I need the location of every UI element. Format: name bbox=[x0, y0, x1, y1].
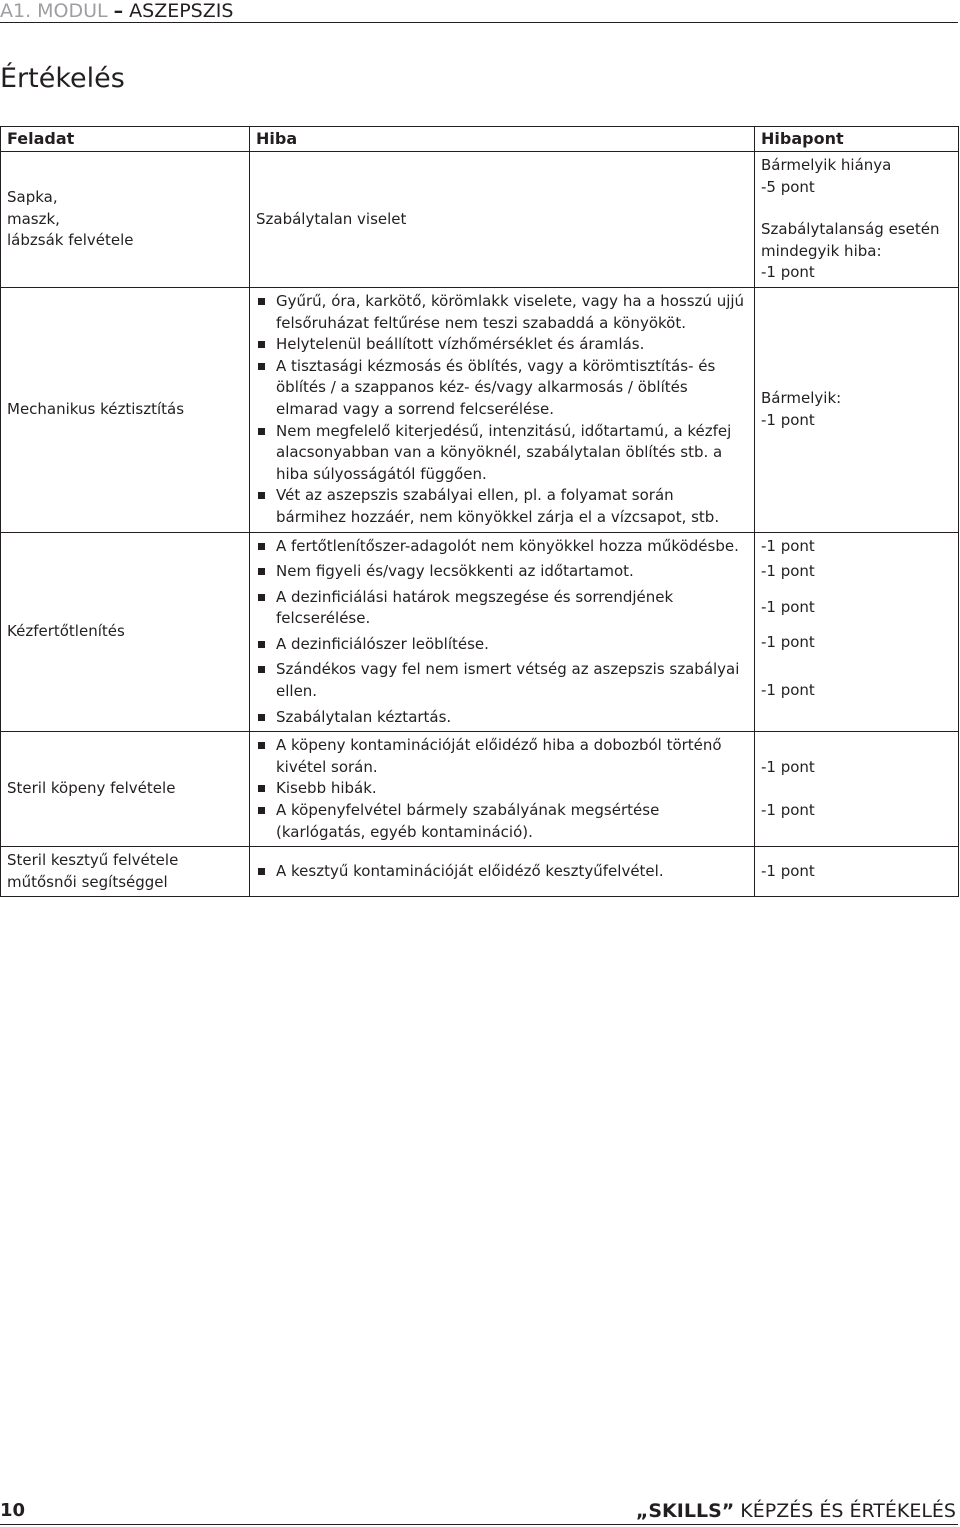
error-item: Gyűrű, óra, karkötő, körömlakk viselete, vagy ha a hosszú ujjú felsőruházat feltűrése nem teszi szabaddá a könyököt. bbox=[256, 291, 748, 334]
task-line: Sapka, bbox=[7, 188, 58, 207]
points-line: Bármelyik hiánya bbox=[761, 156, 892, 174]
error-list bbox=[256, 735, 748, 843]
points-line: -1 pont bbox=[761, 633, 815, 652]
task-cell bbox=[1, 847, 250, 897]
points-line: -1 pont bbox=[761, 862, 815, 881]
error-item: A köpeny kontaminációját előidéző hiba a dobozból történő kivétel során. bbox=[256, 735, 748, 778]
error-item: Helytelenül beállított vízhőmérséklet és áramlás. bbox=[256, 334, 748, 356]
error-item: Nem megfelelő kiterjedésű, intenzitású, időtartamú, a kézfej alacsonyabban van a könyöknél, szabálytalan öblítés stb. a hiba súlyosságától függően. bbox=[256, 421, 748, 486]
page-title: Értékelés bbox=[0, 63, 125, 94]
points-line: -1 pont bbox=[761, 536, 815, 555]
points-line: Szabálytalanság esetén bbox=[761, 220, 940, 239]
error-cell bbox=[250, 287, 755, 532]
error-cell bbox=[250, 732, 755, 847]
error-list bbox=[256, 536, 748, 729]
points-line: -1 pont bbox=[761, 410, 815, 429]
points-cell bbox=[755, 847, 959, 897]
points-line: -1 pont bbox=[761, 757, 815, 776]
table-row bbox=[1, 287, 959, 532]
column-header-error: Hiba bbox=[250, 127, 755, 152]
points-spacer bbox=[761, 198, 952, 219]
column-header-points: Hibapont bbox=[755, 127, 959, 152]
points-line: -1 pont bbox=[761, 680, 815, 699]
points-line: -1 pont bbox=[761, 562, 815, 581]
points-line: -1 pont bbox=[761, 263, 815, 282]
error-list bbox=[256, 861, 748, 883]
module-label: A1. MODUL bbox=[0, 0, 108, 22]
table-row bbox=[1, 732, 959, 847]
running-header bbox=[0, 0, 958, 23]
points-cell bbox=[755, 287, 959, 532]
task-cell: Steril köpeny felvétele bbox=[1, 732, 250, 847]
module-title: ASZEPSZIS bbox=[129, 0, 234, 22]
header-dash: – bbox=[113, 0, 124, 22]
error-item: Szándékos vagy fel nem ismert vétség az aszepszis szabályai ellen. bbox=[256, 659, 748, 702]
points-line: mindegyik hiba: bbox=[761, 241, 882, 260]
footer-rule bbox=[0, 1524, 958, 1525]
column-header-task: Feladat bbox=[1, 127, 250, 152]
footer-title-quote: „SKILLS” bbox=[635, 1500, 735, 1522]
points-cell bbox=[755, 732, 959, 847]
table-row bbox=[1, 532, 959, 732]
error-item: A dezinficiálószer leöblítése. bbox=[256, 634, 748, 656]
points-cell bbox=[755, 152, 959, 288]
table-header-row bbox=[1, 127, 959, 152]
footer-title-rest: KÉPZÉS ÉS ÉRTÉKELÉS bbox=[740, 1500, 956, 1522]
error-cell bbox=[250, 152, 755, 288]
task-line: lábzsák felvétele bbox=[7, 231, 134, 250]
error-item: Kisebb hibák. bbox=[256, 778, 748, 800]
evaluation-table bbox=[0, 126, 959, 897]
error-item: A dezinficiálási határok megszegése és sorrendjének felcserélése. bbox=[256, 587, 748, 630]
points-cell bbox=[755, 532, 959, 732]
task-line: műtősnői segítséggel bbox=[7, 872, 168, 891]
task-line: Steril kesztyű felvétele bbox=[7, 851, 179, 870]
footer-title bbox=[636, 1500, 956, 1522]
error-item: A tisztasági kézmosás és öblítés, vagy a körömtisztítás- és öblítés / a szappanos kéz- és/vagy alkarmosás / öblítés elmarad vagy a sorrend felcserélése. bbox=[256, 356, 748, 421]
error-item: Nem figyeli és/vagy lecsökkenti az időtartamot. bbox=[256, 561, 748, 583]
error-cell bbox=[250, 532, 755, 732]
error-item: A fertőtlenítőszer-adagolót nem könyökkel hozza működésbe. bbox=[256, 536, 748, 558]
table-row bbox=[1, 152, 959, 288]
table-row bbox=[1, 847, 959, 897]
page-number: 10 bbox=[0, 1500, 26, 1521]
task-cell: Mechanikus kéztisztítás bbox=[1, 287, 250, 532]
error-item: A kesztyű kontaminációját előidéző kesztyűfelvétel. bbox=[256, 861, 748, 883]
points-line: -1 pont bbox=[761, 801, 815, 820]
task-cell bbox=[1, 152, 250, 288]
error-item: Szabálytalan kéztartás. bbox=[256, 707, 748, 729]
error-text: Szabálytalan viselet bbox=[256, 209, 407, 228]
task-line: maszk, bbox=[7, 209, 60, 228]
task-cell: Kézfertőtlenítés bbox=[1, 532, 250, 732]
points-line: -1 pont bbox=[761, 597, 815, 616]
error-item: A köpenyfelvétel bármely szabályának megsértése (karlógatás, egyéb kontamináció). bbox=[256, 800, 748, 843]
error-item: Vét az aszepszis szabályai ellen, pl. a folyamat során bármihez hozzáér, nem könyökkel zárja el a vízcsapot, stb. bbox=[256, 485, 748, 528]
error-cell bbox=[250, 847, 755, 897]
points-line: -5 pont bbox=[761, 177, 815, 196]
error-list bbox=[256, 291, 748, 529]
points-line: Bármelyik: bbox=[761, 389, 842, 408]
